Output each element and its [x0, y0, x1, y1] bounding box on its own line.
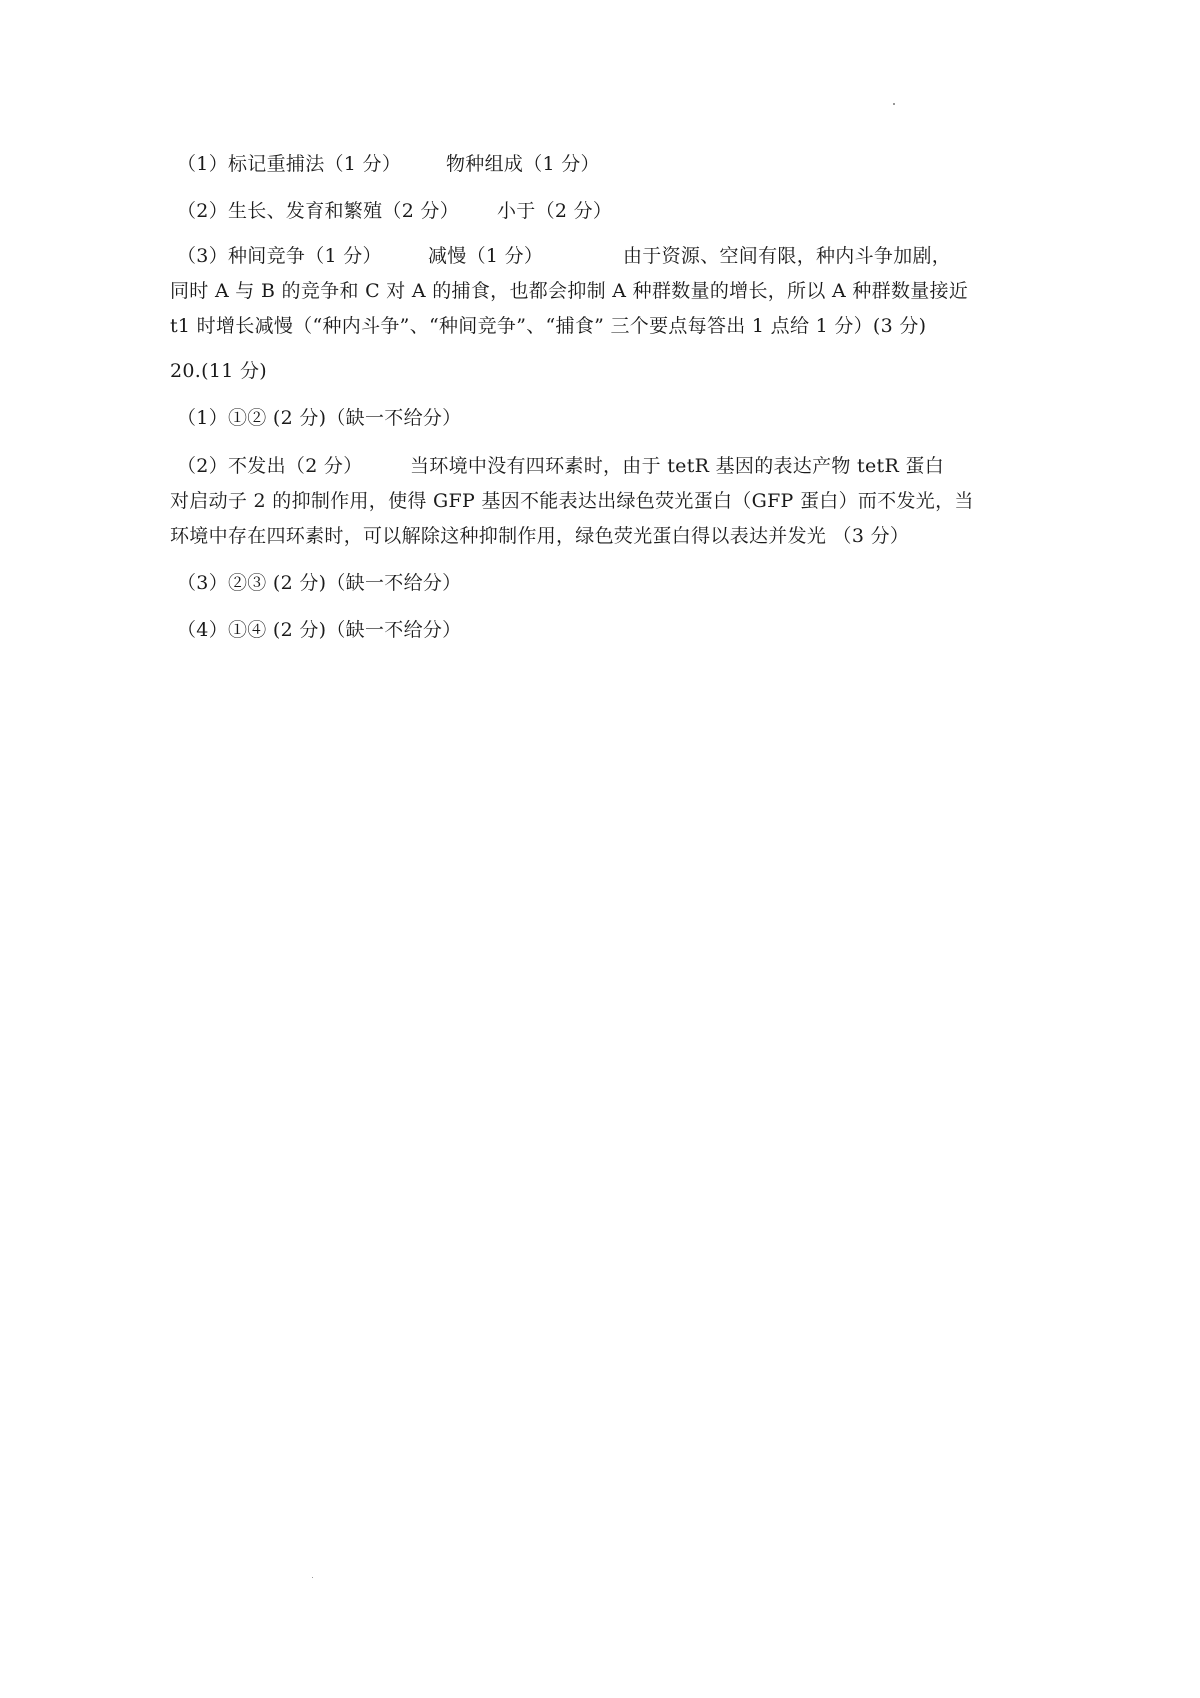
q20-part1-answer: （1）①② (2 分)（缺一不给分） — [177, 407, 462, 429]
q19-part1-method: （1）标记重捕法（1 分） — [177, 153, 402, 175]
q20-part3-answer: （3）②③ (2 分)（缺一不给分） — [177, 572, 462, 594]
q19-part3-reason-start: 由于资源、空间有限，种内斗争加剧， — [623, 245, 952, 267]
q19-part3-reason-middle: 同时 A 与 B 的竞争和 C 对 A 的捕食，也都会抑制 A 种群数量的增长，所以 A 种群数量接近 — [170, 280, 969, 302]
q19-part3-reason-end: t1 时增长减慢（“种内斗争”、“种间竞争”、“捕食” 三个要点每答出 1 点给 1 分）(3 分) — [170, 315, 927, 337]
q19-part2-answer: （2）生长、发育和繁殖（2 分） — [177, 200, 460, 222]
q20-part2-explanation-middle: 对启动子 2 的抑制作用，使得 GFP 基因不能表达出绿色荧光蛋白（GFP 蛋白）而不发光，当 — [170, 490, 974, 512]
scan-speck — [893, 103, 895, 105]
q20-part2-answer: （2）不发出（2 分） — [177, 455, 363, 477]
q20-part4-answer: （4）①④ (2 分)（缺一不给分） — [177, 619, 462, 641]
q19-part1-composition: 物种组成（1 分） — [446, 153, 600, 175]
q20-title: 20.(11 分) — [170, 360, 267, 382]
q20-part2-explanation-end: 环境中存在四环素时，可以解除这种抑制作用，绿色荧光蛋白得以表达并发光 （3 分） — [170, 525, 910, 547]
q19-part3-competition: （3）种间竞争（1 分） — [177, 245, 382, 267]
q19-part3-slowdown: 减慢（1 分） — [428, 245, 544, 267]
scan-speck — [312, 1577, 313, 1578]
q19-part2-comparison: 小于（2 分） — [497, 200, 613, 222]
q20-part2-explanation-start: 当环境中没有四环素时，由于 tetR 基因的表达产物 tetR 蛋白 — [410, 455, 944, 477]
